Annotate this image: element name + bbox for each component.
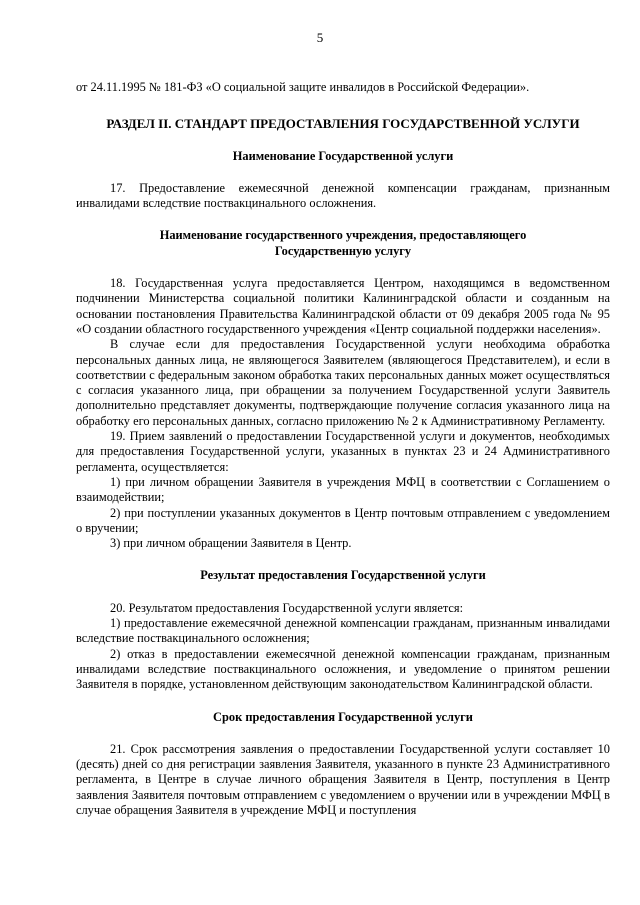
heading-service-name: Наименование Государственной услуги [232,148,454,163]
intro-line: от 24.11.1995 № 181-ФЗ «О социальной защите инвалидов в Российской Федерации». [76,80,530,94]
heading-result: Результат предоставления Государственной услуги [200,568,486,583]
paragraph-18-personal-data: В случае если для предоставления Государственной услуги необходима обработка персональных данных лица, не являющегося Заявителем (являющегося Представителем), и если в соответствии с федеральным законом обработка таких персональных данных может осуществляться с согласия указанного лица, при обращении за получением Государственной услуги Заявитель дополнительно представляет документы, подтверждающие получение согласия указанного лица на обработку его персональных данных, согласно приложению № 2 к Административному Регламенту. [76,337,610,428]
page-number: 5 [316,30,324,45]
paragraph-19-item-2: 2) при поступлении указанных документов в Центр почтовым отправлением с уведомлением о вручении; [76,505,610,535]
paragraph-20: 20. Результатом предоставления Государственной услуги является: [110,600,464,615]
paragraph-20-item-1: 1) предоставление ежемесячной денежной компенсации гражданам, признанным инвалидами вследствие поствакцинального осложнения; [76,616,610,646]
paragraph-17: 17. Предоставление ежемесячной денежной компенсации гражданам, признанным инвалидами вследствие поствакцинального осложнения. [76,180,610,211]
paragraph-19-item-1: 1) при личном обращении Заявителя в учреждения МФЦ в соответствии с Соглашением о взаимодействии; [76,474,610,505]
section-title: РАЗДЕЛ II. СТАНДАРТ ПРЕДОСТАВЛЕНИЯ ГОСУДАРСТВЕННОЙ УСЛУГИ [106,116,580,132]
document-body [76,80,610,818]
paragraph-19-item-3: 3) при личном обращении Заявителя в Центр. [110,536,352,551]
paragraph-20-item-2: 2) отказ в предоставлении ежемесячной денежной компенсации гражданам, признанным инвалидами вследствие поствакцинального осложнения, и уведомление о принятом решении Заявителя в порядке, установленном действующим законодательством Калининградской области. [76,646,610,692]
paragraph-19: 19. Прием заявлений о предоставлении Государственной услуги и документов, необходимых для предоставления Государственной услуги, указанных в пунктах 23 и 24 Административного регламента, осуществляется: [76,429,610,474]
paragraph-18: 18. Государственная услуга предоставляется Центром, находящимся в ведомственном подчинении Министерства социальной политики Калининградской области и созданным на основании постановления Правительства Калининградской области от 09 декабря 2005 года № 95 «О создании областного государственного учреждения «Центр социальной поддержки населения». [76,276,610,336]
heading-agency-line-2: Государственную услугу [274,243,412,258]
paragraph-21: 21. Срок рассмотрения заявления о предоставлении Государственной услуги составляет 10 (десять) дней со дня регистрации заявления Заявителя, указанного в пункте 23 Административного регламента, в Центре в случае личного обращения Заявителя в Центр, поступления в Центр заявления Заявителя почтовым отправлением с уведомлением о вручении или в учреждении МФЦ в случае обращения Заявителя в учреждение МФЦ и поступления [76,741,610,817]
heading-agency-line-1: Наименование государственного учреждения, предоставляющего [159,228,527,243]
heading-term: Срок предоставления Государственной услуги [213,709,473,724]
